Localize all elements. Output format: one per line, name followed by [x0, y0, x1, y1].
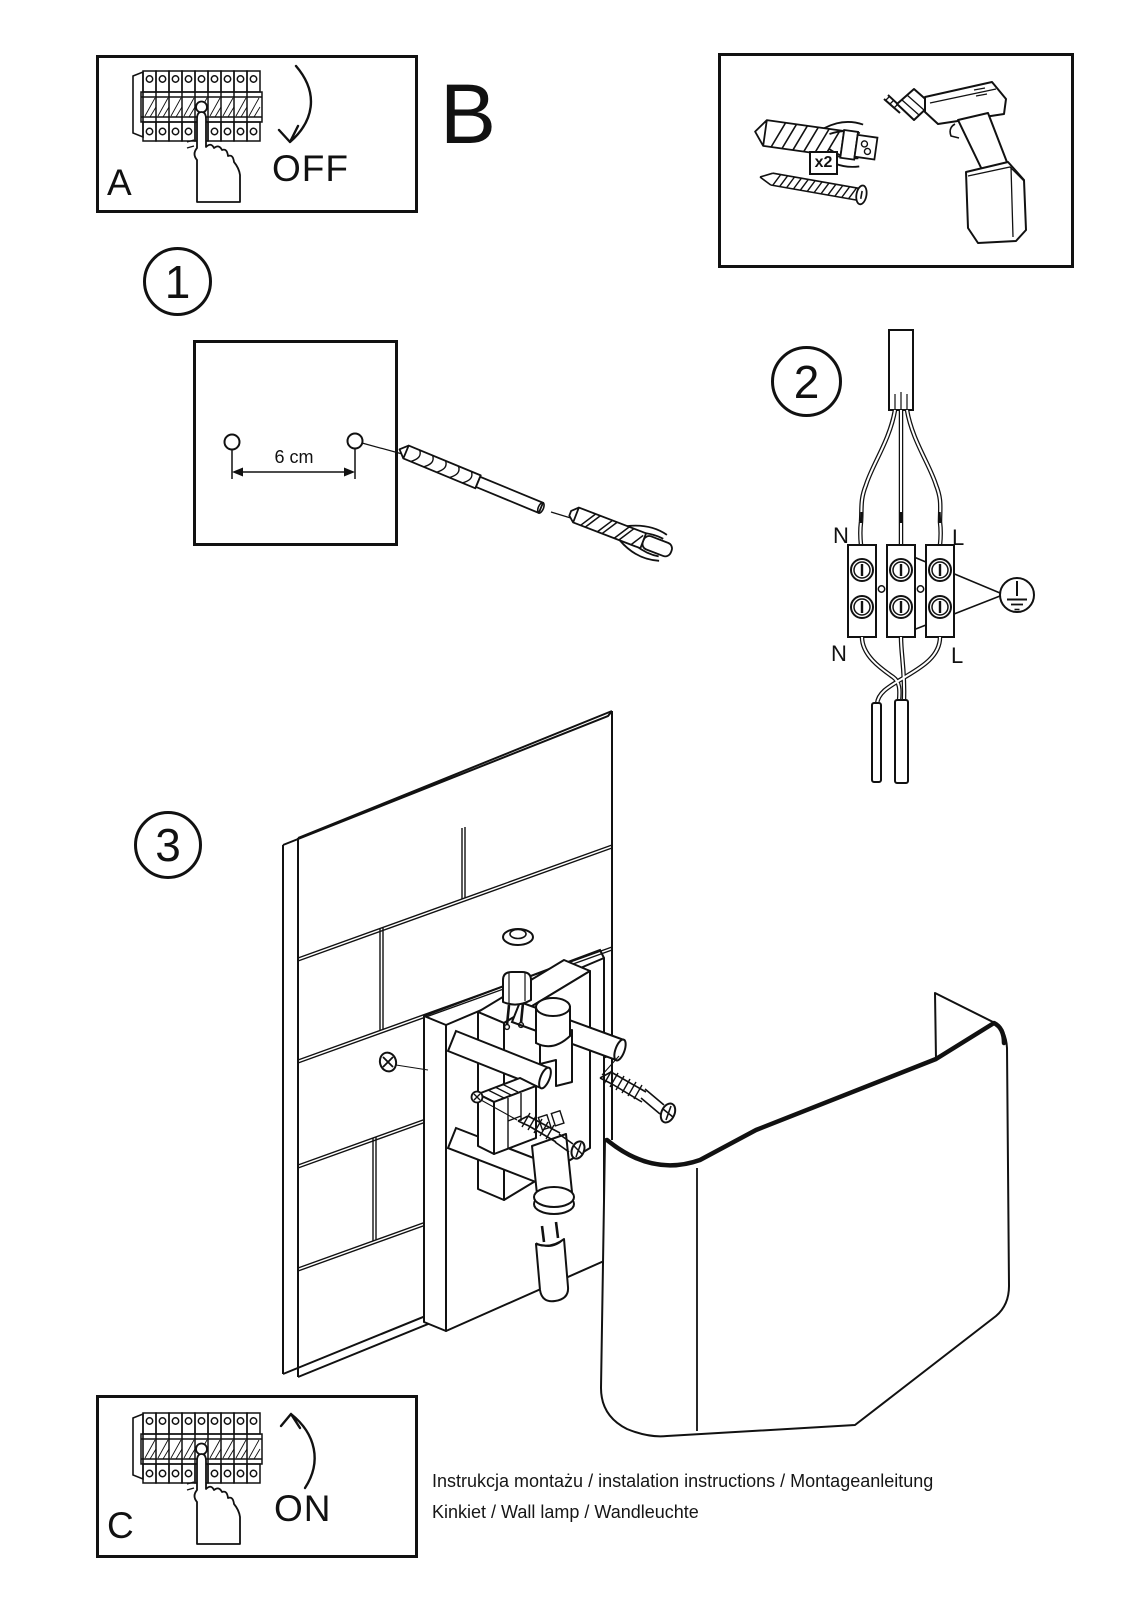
step1-number-badge: 1: [143, 247, 212, 316]
step3-number-badge: 3: [134, 811, 202, 879]
terminal-l-bottom-label: L: [951, 643, 964, 668]
terminal-block-illustration: [848, 545, 1000, 637]
power-off-letter: A: [107, 162, 132, 203]
step2-number-badge: 2: [771, 346, 842, 417]
wire-sleeve-right: [895, 700, 908, 783]
wire-tips: [861, 512, 940, 523]
terminal-n-top-label: N: [833, 523, 849, 548]
drill-bit-and-plug-icon: [362, 443, 677, 566]
wall-square: [193, 340, 398, 546]
footer-line-1: Instrukcja montażu / instalation instructions / Montageanleitung: [432, 1471, 934, 1491]
power-off-box: [96, 55, 418, 213]
footer-text: [432, 1466, 933, 1528]
anchor-quantity-badge: x2: [809, 151, 838, 175]
tools-box: [718, 53, 1074, 268]
power-off-state-label: OFF: [272, 148, 349, 189]
outgoing-wires-illustration: [862, 637, 940, 783]
power-on-box: [96, 1395, 418, 1558]
terminal-l-top-label: L: [952, 525, 965, 550]
footer-line-2: Kinkiet / Wall lamp / Wandleuchte: [432, 1502, 699, 1522]
wire-sleeve-left: [872, 703, 881, 782]
terminal-n-bottom-label: N: [831, 641, 847, 666]
dimension-label: 6 cm: [274, 447, 314, 467]
ground-symbol-icon: [1000, 578, 1034, 612]
power-on-letter: C: [107, 1505, 134, 1546]
power-on-state-label: ON: [274, 1488, 332, 1529]
wall-screw-icon: [378, 1051, 428, 1073]
section-b-label: B: [440, 67, 497, 161]
power-cable-illustration: [860, 330, 941, 545]
lamp-shade-illustration: [601, 993, 1009, 1436]
